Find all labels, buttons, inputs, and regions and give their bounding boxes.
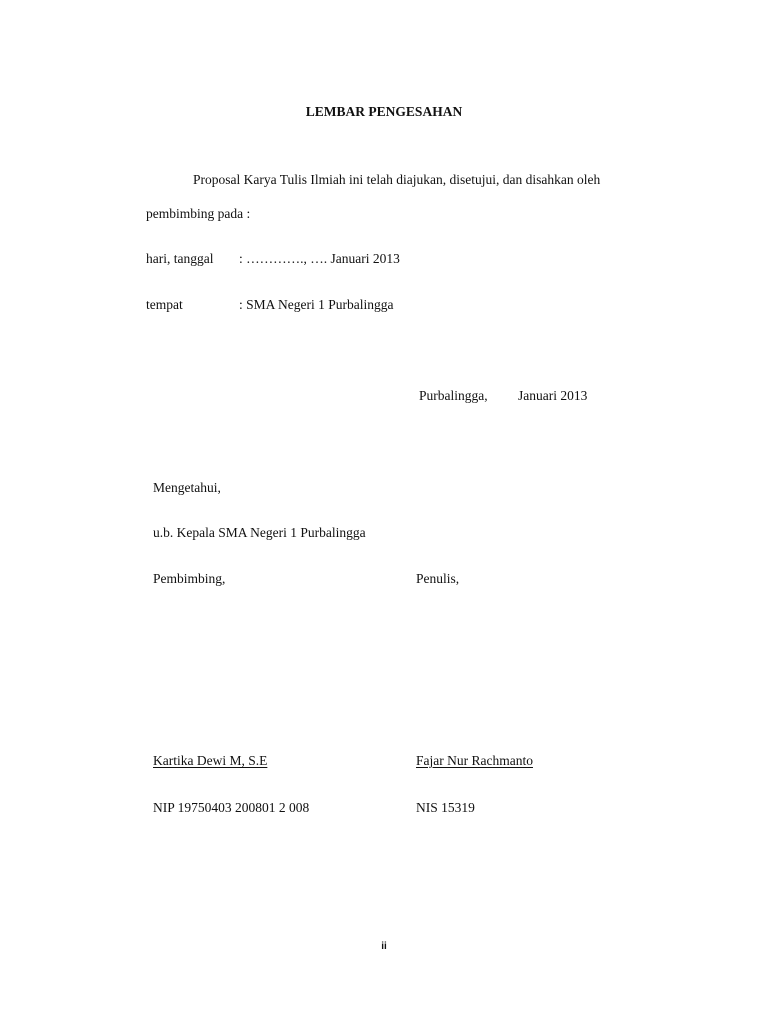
on-behalf-label: u.b. Kepala SMA Negeri 1 Purbalingga	[153, 525, 366, 540]
acknowledged-label: Mengetahui,	[153, 480, 221, 495]
writer-id: NIS 15319	[416, 800, 475, 815]
signing-city: Purbalingga,	[419, 388, 488, 403]
signing-date: Januari 2013	[518, 388, 588, 403]
intro-paragraph-line2: pembimbing pada :	[146, 206, 251, 221]
writer-name: Fajar Nur Rachmanto	[416, 753, 533, 768]
page-number: ii	[381, 941, 387, 952]
supervisor-id: NIP 19750403 200801 2 008	[153, 800, 310, 815]
supervisor-name: Kartika Dewi M, S.E	[153, 753, 268, 768]
supervisor-role: Pembimbing,	[153, 571, 226, 586]
date-label: hari, tanggal	[146, 251, 214, 266]
date-value: : …………., …. Januari 2013	[239, 251, 400, 266]
place-label: tempat	[146, 297, 183, 312]
place-value: : SMA Negeri 1 Purbalingga	[239, 297, 394, 312]
intro-paragraph-line1: Proposal Karya Tulis Ilmiah ini telah diajukan, disetujui, dan disahkan oleh	[193, 172, 601, 187]
writer-role: Penulis,	[416, 571, 460, 586]
page-title: LEMBAR PENGESAHAN	[305, 104, 463, 119]
